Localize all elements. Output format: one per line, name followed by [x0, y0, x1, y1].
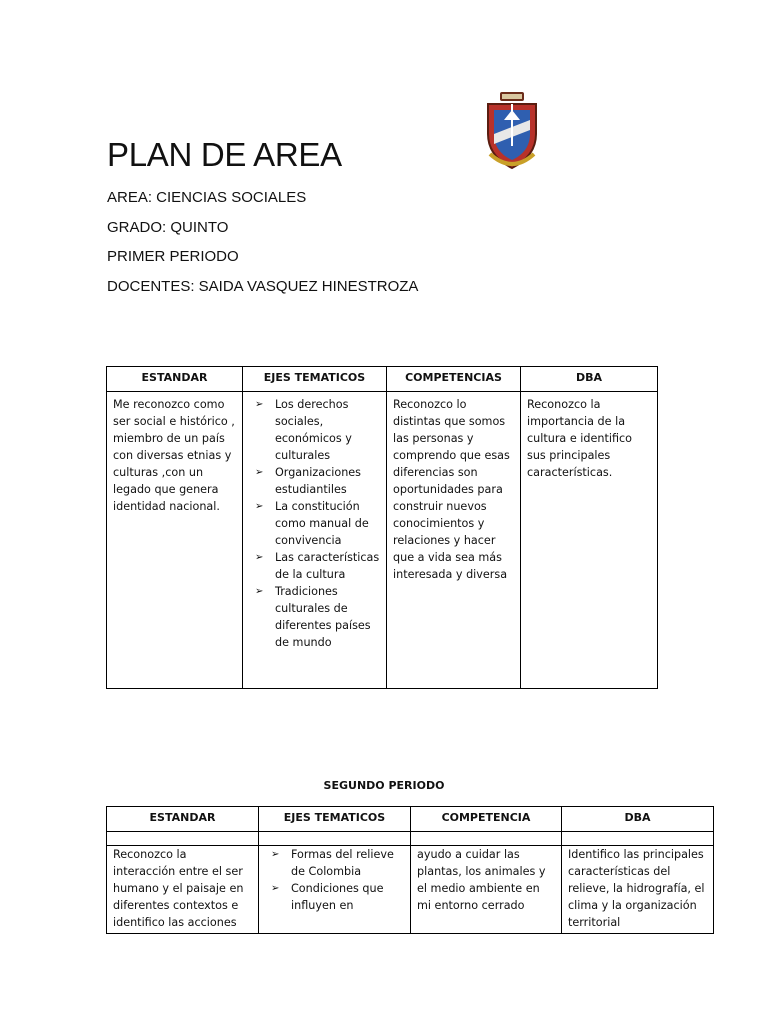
gap-cell: [411, 832, 562, 846]
list-item: ➢ Condiciones que influyen en: [265, 880, 404, 914]
list-item: ➢ Los derechos sociales, económicos y culturales: [249, 396, 380, 464]
segundo-periodo-table: [106, 806, 714, 934]
area-label: AREA: CIENCIAS SOCIALES: [107, 189, 307, 206]
docentes-label: DOCENTES: SAIDA VASQUEZ HINESTROZA: [107, 278, 419, 295]
list-item: ➢ Tradiciones culturales de diferentes países de mundo: [249, 583, 380, 651]
cell-ejes: [243, 392, 387, 689]
header-dba: DBA: [562, 807, 714, 832]
cell-estandar: Me reconozco como ser social e histórico , miembro de un país con diversas etnias y culturas ,con un legado que genera identidad nacional.: [107, 392, 243, 689]
gap-cell: [562, 832, 714, 846]
page-title: PLAN DE AREA: [107, 136, 342, 173]
primer-periodo-table: [106, 366, 658, 689]
header-ejes: EJES TEMATICOS: [243, 367, 387, 392]
cell-competencia: ayudo a cuidar las plantas, los animales y el medio ambiente en mi entorno cerrado: [411, 846, 562, 934]
list-item: ➢ Formas del relieve de Colombia: [265, 846, 404, 880]
gap-cell: [259, 832, 411, 846]
cell-ejes: [259, 846, 411, 934]
periodo-label: PRIMER PERIODO: [107, 248, 239, 265]
header-dba: DBA: [521, 367, 658, 392]
cell-estandar: Reconozco la interacción entre el ser humano y el paisaje en diferentes contextos e identifico las acciones: [107, 846, 259, 934]
header-competencias: COMPETENCIAS: [387, 367, 521, 392]
table-gap-row: [107, 832, 714, 846]
header-competencia: COMPETENCIA: [411, 807, 562, 832]
list-item: ➢ Organizaciones estudiantiles: [249, 464, 380, 498]
header-ejes: EJES TEMATICOS: [259, 807, 411, 832]
table-header-row: [107, 367, 658, 392]
list-item: ➢ La constitución como manual de convivencia: [249, 498, 380, 549]
grado-label: GRADO: QUINTO: [107, 219, 229, 236]
header-estandar: ESTANDAR: [107, 367, 243, 392]
school-crest-icon: [480, 90, 544, 172]
table-row: [107, 846, 714, 934]
segundo-periodo-heading: SEGUNDO PERIODO: [323, 779, 445, 792]
gap-cell: [107, 832, 259, 846]
cell-dba: Identifico las principales características del relieve, la hidrografía, el clima y la organización territorial: [562, 846, 714, 934]
table-header-row: [107, 807, 714, 832]
cell-competencias: Reconozco lo distintas que somos las personas y comprendo que esas diferencias son oportunidades para construir nuevos conocimientos y relaciones y hacer que a vida sea más interesada y diversa: [387, 392, 521, 689]
header-estandar: ESTANDAR: [107, 807, 259, 832]
list-item: ➢ Las características de la cultura: [249, 549, 380, 583]
cell-dba: Reconozco la importancia de la cultura e identifico sus principales características.: [521, 392, 658, 689]
table-row: [107, 392, 658, 689]
